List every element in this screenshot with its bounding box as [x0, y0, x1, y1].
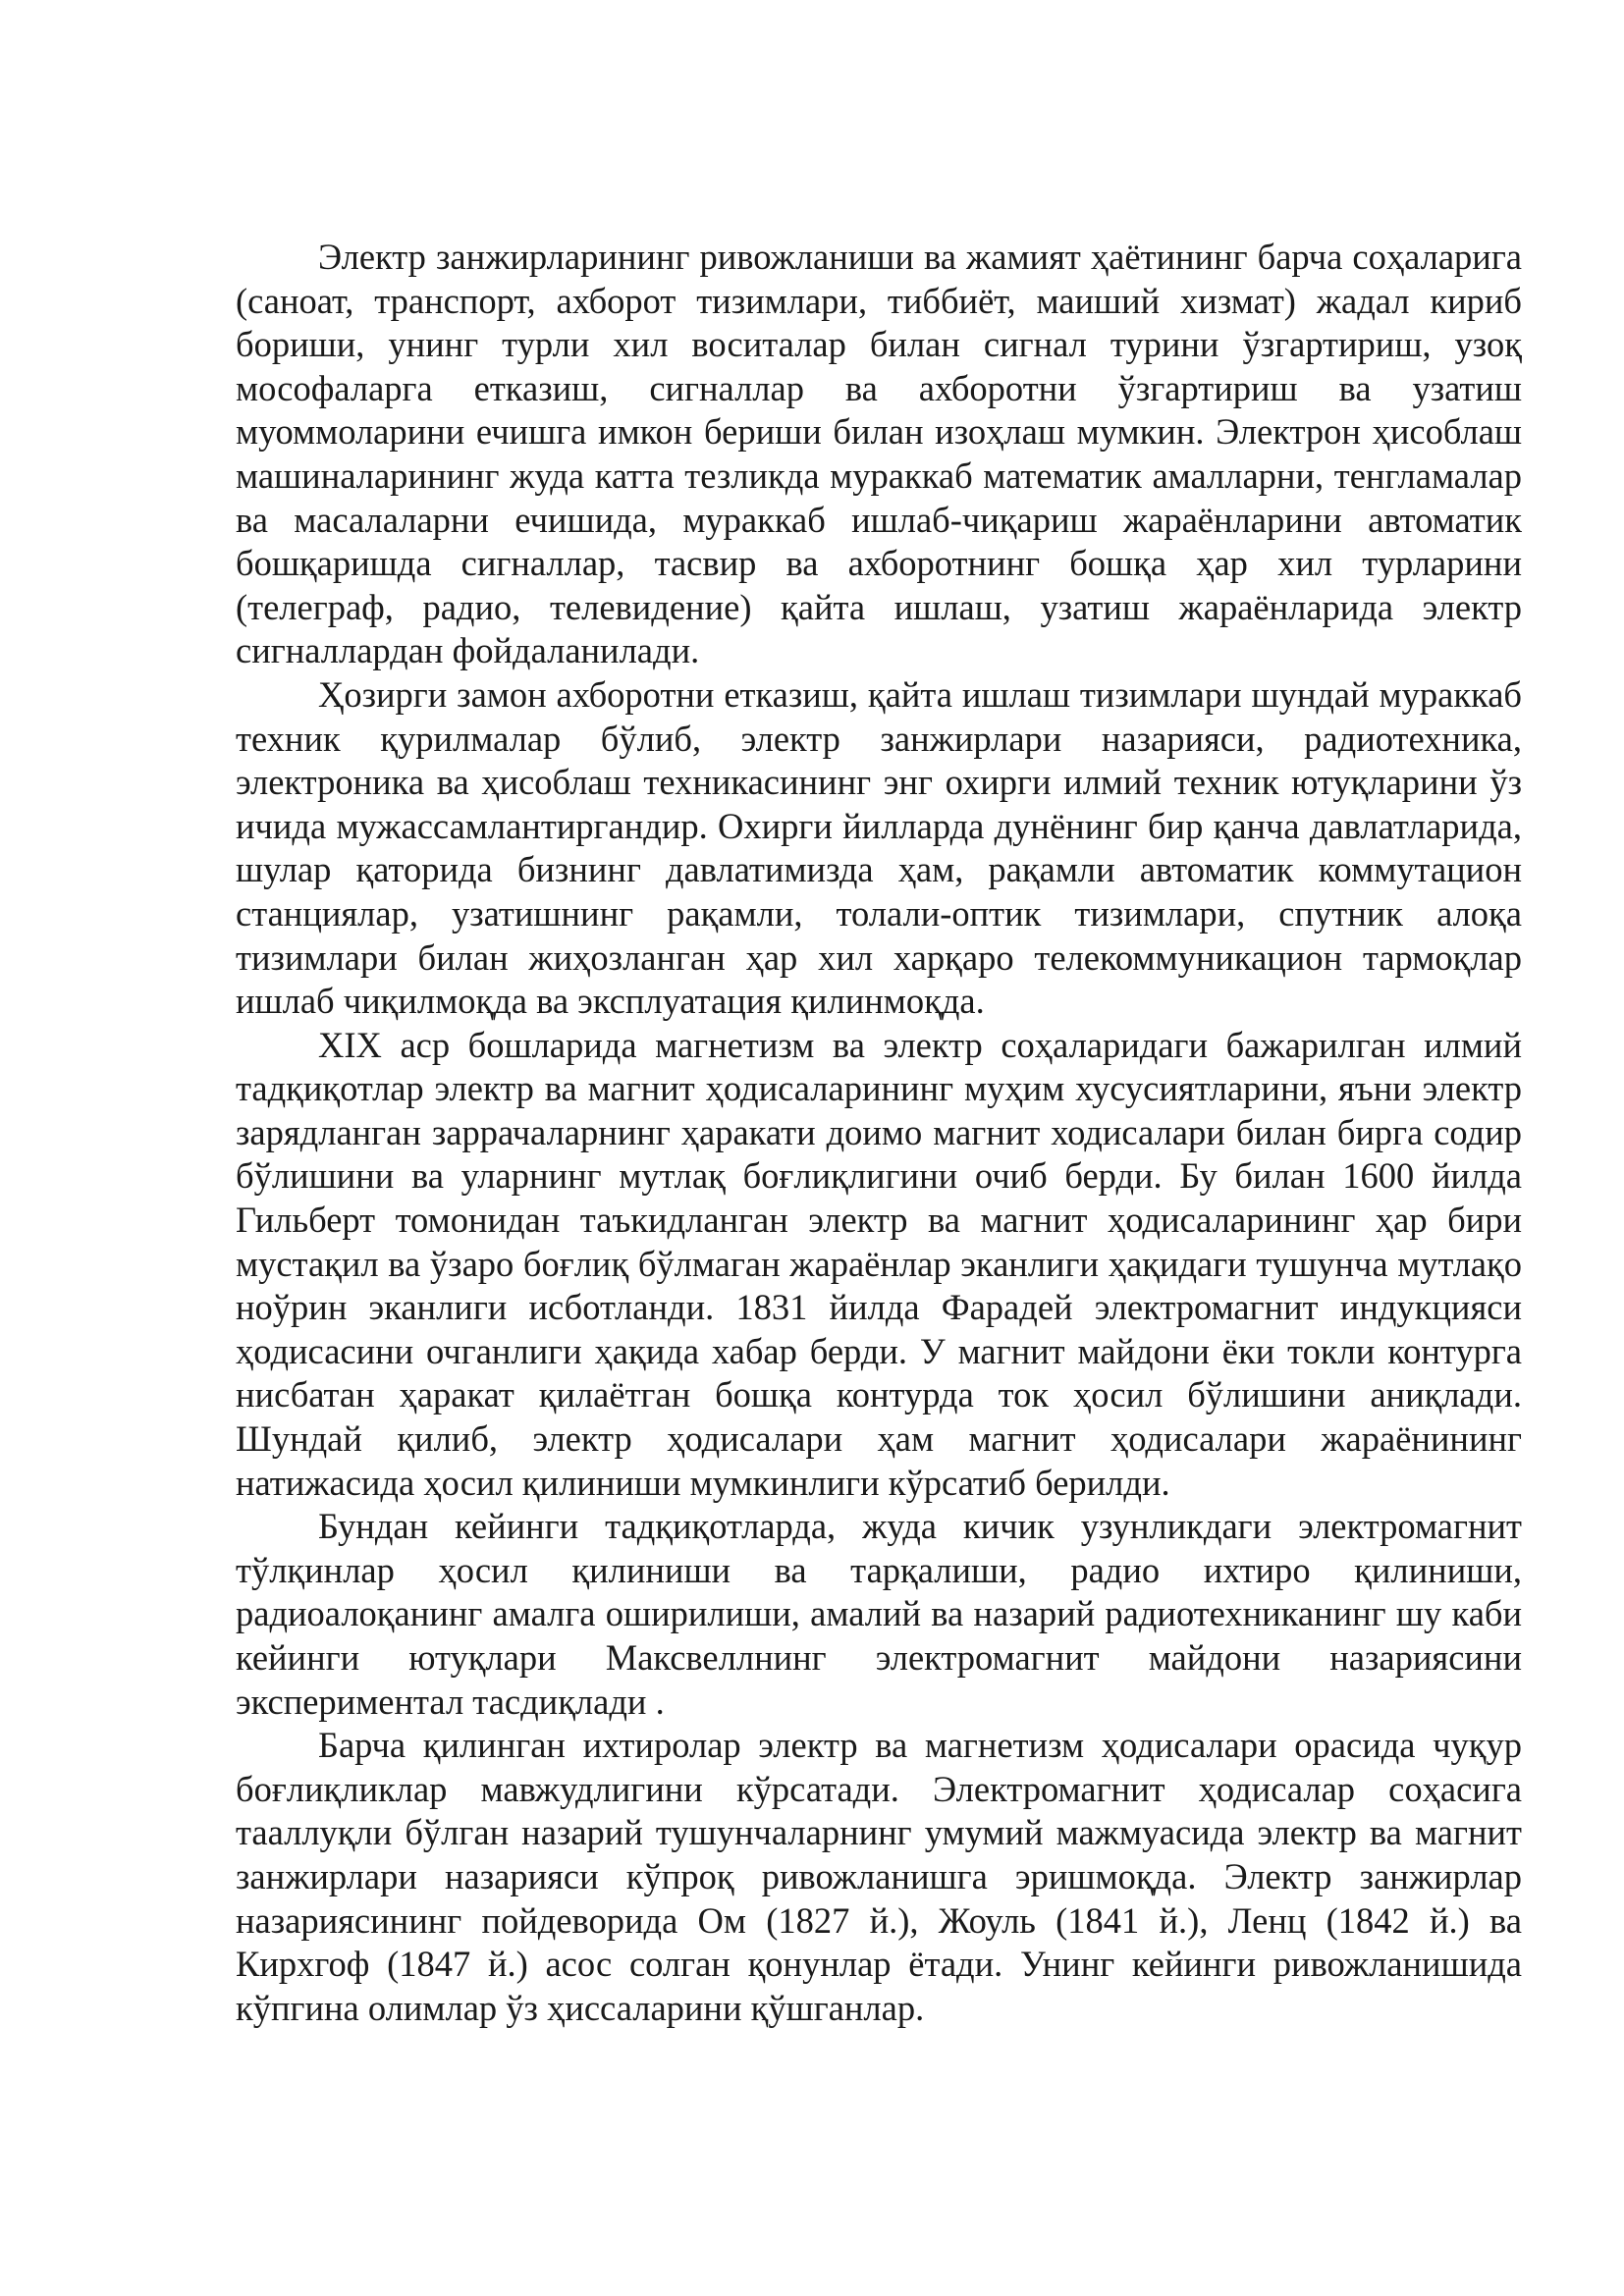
- paragraph-5: Барча қилинган ихтиролар электр ва магнетизм ҳодисалари орасида чуқур боғлиқликлар мавжудлигини кўрсатади. Электромагнит ҳодисалар соҳасига тааллуқли бўлган назарий тушунчаларнинг умумий мажмуасида электр ва магнит занжирлари назарияси кўпроқ ривожланишга эришмоқда. Электр занжирлар назариясининг пойдеворида Ом (1827 й.), Жоуль (1841 й.), Ленц (1842 й.) ва Кирхгоф (1847 й.) асос солган қонунлар ётади. Унинг кейинги ривожланишида кўпгина олимлар ўз ҳиссаларини қўшганлар.: [236, 1725, 1522, 2028]
- paragraph-1: Электр занжирларининг ривожланиши ва жамият ҳаётининг барча соҳаларига (саноат, транспорт, ахборот тизимлари, тиббиёт, маиший хизмат) жадал кириб бориши, унинг турли хил воситалар билан сигнал турини ўзгартириш, узоқ мософаларга етказиш, сигналлар ва ахборотни ўзгартириш ва узатиш муоммоларини ечишга имкон бериши билан изоҳлаш мумкин. Электрон ҳисоблаш машиналарининг жуда катта тезликда мураккаб математик амалларни, тенгламалар ва масалаларни ечишида, мураккаб ишлаб-чиқариш жараёнларини автоматик бошқаришда сигналлар, тасвир ва ахборотнинг бошқа ҳар хил турларини (телеграф, радио, телевидение) қайта ишлаш, узатиш жараёнларида электр сигналлардан фойдаланилади.: [236, 237, 1522, 671]
- paragraph-3: XIX аср бошларида магнетизм ва электр соҳаларидаги бажарилган илмий тадқиқотлар электр ва магнит ҳодисаларининг муҳим хусусиятларини, яъни электр зарядланган заррачаларнинг ҳаракати доимо магнит ходисалари билан бирга содир бўлишини ва уларнинг мутлақ боғлиқлигини очиб берди. Бу билан 1600 йилда Гильберт томонидан таъкидланган электр ва магнит ҳодисаларининг ҳар бири мустақил ва ўзаро боғлиқ бўлмаган жараёнлар эканлиги ҳақидаги тушунча мутлақо ноўрин эканлиги исботланди. 1831 йилда Фарадей электромагнит индукцияси ҳодисасини очганлиги ҳақида хабар берди. У магнит майдони ёки токли контурга нисбатан ҳаракат қилаётган бошқа контурда ток ҳосил бўлишини аниқлади. Шундай қилиб, электр ҳодисалари ҳам магнит ҳодисалари жараёнининг натижасида ҳосил қилиниши мумкинлиги кўрсатиб берилди.: [236, 1024, 1522, 1503]
- paragraph-4: Бундан кейинги тадқиқотларда, жуда кичик узунликдаги электромагнит тўлқинлар ҳосил қилиниши ва тарқалиши, радио ихтиро қилиниши, радиоалоқанинг амалга оширилиши, амалий ва назарий радиотехниканинг шу каби кейинги ютуқлари Максвеллнинг электромагнит майдони назариясини экспериментал тасдиқлади .: [236, 1506, 1522, 1722]
- paragraph-2: Ҳозирги замон ахборотни етказиш, қайта ишлаш тизимлари шундай мураккаб техник қурилмалар бўлиб, электр занжирлари назарияси, радиотехника, электроника ва ҳисоблаш техникасининг энг охирги илмий техник ютуқларини ўз ичида мужассамлантиргандир. Охирги йилларда дунёнинг бир қанча давлатларида, шулар қаторида бизнинг давлатимизда ҳам, рақамли автоматик коммутацион станциялар, узатишнинг рақамли, толали-оптик тизимлари, спутник алоқа тизимлари билан жиҳозланган ҳар хил харқаро телекоммуникацион тармоқлар ишлаб чиқилмоқда ва эксплуатация қилинмоқда.: [236, 673, 1522, 1022]
- document-page: [236, 236, 1522, 2030]
